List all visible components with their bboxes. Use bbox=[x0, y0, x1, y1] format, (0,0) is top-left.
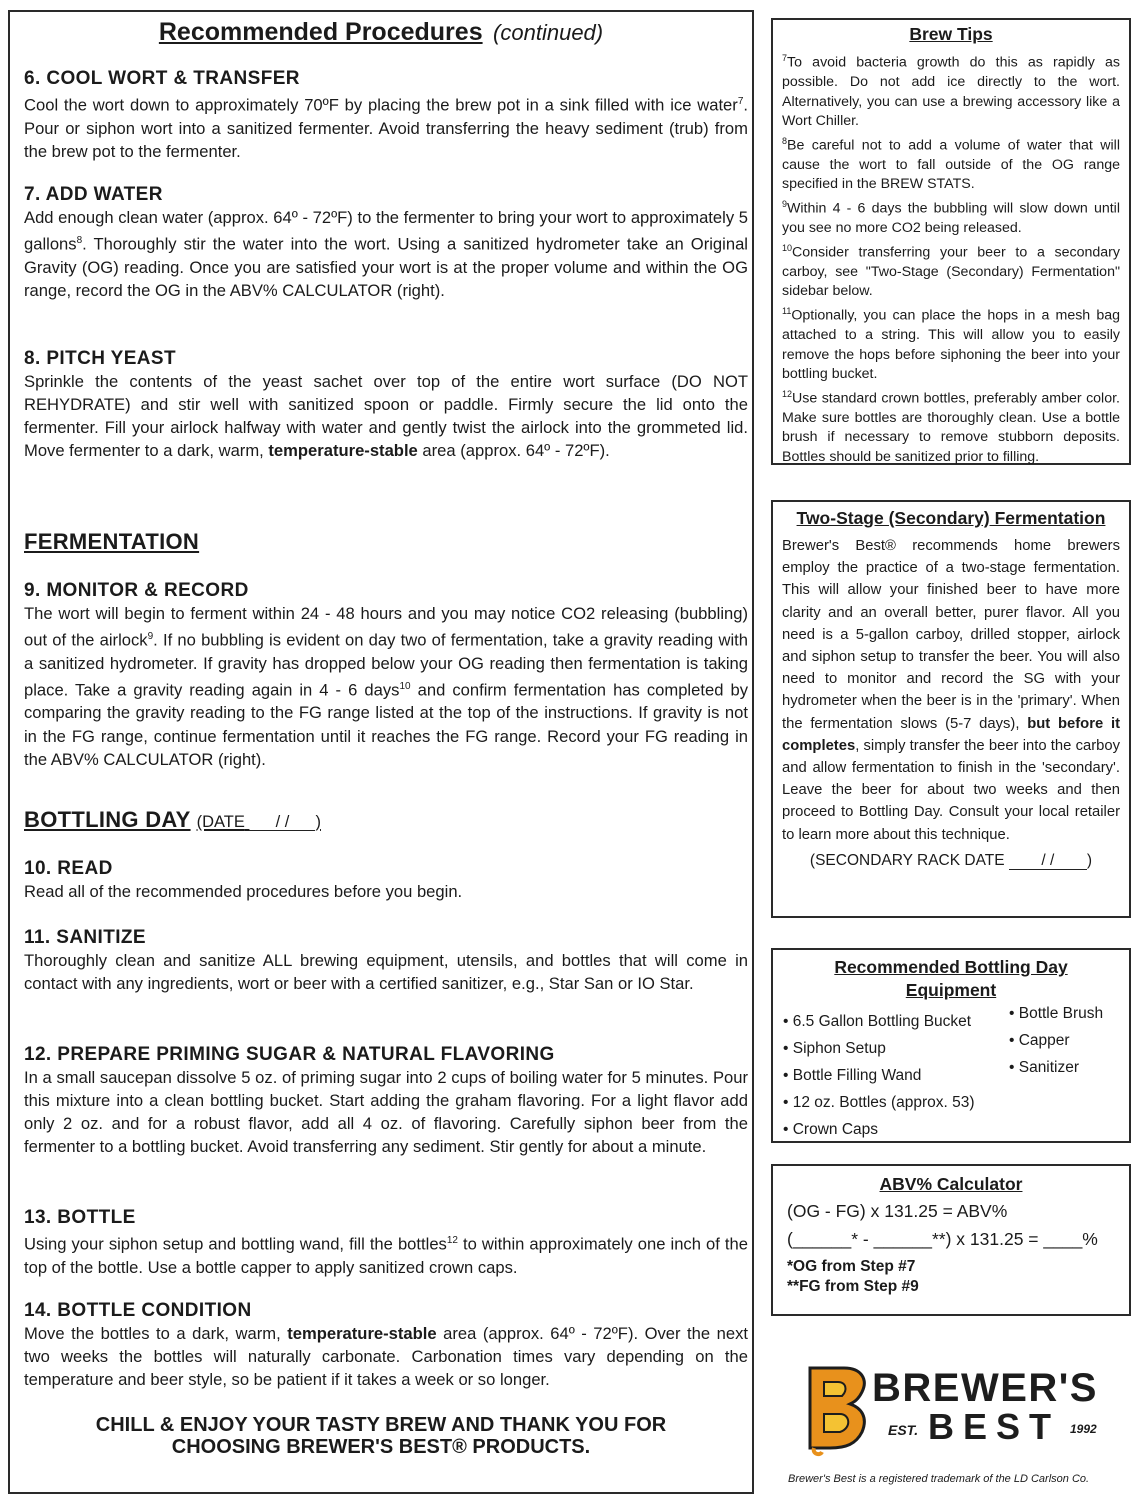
procedures-panel bbox=[8, 10, 754, 1494]
step-text: Thoroughly clean and sanitize ALL brewing equipment, utensils, and bottles that will come in contact with any ingredients, wort or beer with a certified sanitizer, e.g., Star San or IO Star. bbox=[24, 951, 748, 994]
list-item: • 12 oz. Bottles (approx. 53) bbox=[783, 1094, 975, 1111]
step-text: Sprinkle the contents of the yeast sachet over top of the entire wort surface (DO NOT REHYDRATE) and stir well with sanitized spoon or paddle. Firmly secure the lid onto the fermenter. Fill your airlock halfway with water and gently twist the airlock into the grommeted lid. Move fermenter to a dark, warm, temperature-stable area (approx. 64º - 72ºF). bbox=[24, 372, 748, 461]
two-stage-title: Two-Stage (Secondary) Fermentation bbox=[796, 508, 1106, 528]
step-13 bbox=[24, 1206, 748, 1279]
page-title bbox=[10, 18, 752, 47]
abv-note-og: *OG from Step #7 bbox=[787, 1258, 916, 1275]
step-heading: 9. MONITOR & RECORD bbox=[24, 580, 249, 601]
two-stage-box bbox=[771, 500, 1131, 918]
step-text: Cool the wort down to approximately 70ºF by placing the brew pot in a sink filled with ice water$^7$. Pour or siphon wort into a sanitized fermenter. Avoid transferring the heavy sediment (trub) from the brew pot to the fermenter. bbox=[24, 95, 748, 161]
tip-item: $^9$Within 4 - 6 days the bubbling will slow down until you see no more CO2 being released. bbox=[782, 198, 1120, 237]
title-main: Recommended Procedures bbox=[158, 18, 483, 46]
list-item: • Sanitizer bbox=[1009, 1059, 1080, 1076]
logo-b-icon bbox=[800, 1362, 874, 1458]
step-text: Move the bottles to a dark, warm, temperature-stable area (approx. 64º - 72ºF). Over the next two weeks the bottles will naturally carbonate. Carbonation times vary depending on the temperature and beer style, so be patient if it takes a week or so longer. bbox=[24, 1324, 748, 1390]
step-14 bbox=[24, 1299, 748, 1391]
title-continued: (continued) bbox=[493, 20, 604, 45]
tip-item: $^7$To avoid bacteria growth do this as rapidly as possible. Do not add ice directly to the wort. Alternatively, you can use a brewing accessory like a Wort Chiller. bbox=[782, 53, 1120, 130]
logo-est: EST. bbox=[888, 1422, 919, 1438]
list-item: • Capper bbox=[1009, 1032, 1070, 1049]
step-text: Using your siphon setup and bottling wand, fill the bottles$^{12}$ to within approximately one inch of the top of the bottle. Use a bottle capper to apply sanitized crown caps. bbox=[24, 1234, 748, 1277]
equipment-title: Recommended Bottling Day Equipment bbox=[834, 957, 1068, 1000]
abv-note-fg: **FG from Step #9 bbox=[787, 1278, 919, 1295]
tip-item: $^{11}$Optionally, you can place the hops in a mesh bag attached to a string. This will allow you to easily remove the hops before siphoning the beer into your bottling bucket. bbox=[782, 305, 1120, 383]
brew-tips-box bbox=[771, 18, 1131, 465]
step-10 bbox=[24, 857, 748, 903]
bottling-date-field: (DATE / / ) bbox=[196, 813, 321, 831]
step-text: The wort will begin to ferment within 24 - 48 hours and you may notice CO2 releasing (bubbling) out of the airlock$^9$. If no bubbling is evident on day two of fermentation, take a gravity reading with a sanitized hydrometer. If gravity has dropped below your OG reading then fermentation is taking place. Take a gravity reading again in 4 - 6 days$^{10}$ and confirm fermentation has completed by comparing the gravity reading to the FG range listed at the top of the instructions. If gravity is not in the FG range, continue fermentation until it reaches the FG range. Record your FG reading in the ABV% CALCULATOR (right). bbox=[24, 604, 748, 769]
two-stage-text: Brewer's Best® recommends home brewers employ the practice of a two-stage fermentation. This will allow your finished beer to have more clarity and an overall better, purer flavor. All you need is a 5-gallon carboy, drilled stopper, airlock and siphon setup to transfer the beer. You will also need to monitor and record the SG with your hydrometer when the beer is in the 'primary'. When the fermentation slows (5-7 days), but before it completes, simply transfer the beer into the carboy and allow fermentation to finish in the 'secondary'. Leave the beer for about two weeks and then proceed to Bottling Day. Consult your local retailer to learn more about this technique. bbox=[782, 538, 1120, 843]
secondary-rack-date: (SECONDARY RACK DATE / / ) bbox=[809, 851, 1093, 869]
step-heading: 12. PREPARE PRIMING SUGAR & NATURAL FLAVORING bbox=[24, 1044, 555, 1065]
tip-item: $^8$Be careful not to add a volume of water that will cause the wort to fall outside of the OG range specified in the BREW STATS. bbox=[782, 135, 1120, 193]
abv-formula: (OG - FG) x 131.25 = ABV% bbox=[787, 1201, 1008, 1221]
brew-tips-title: Brew Tips bbox=[909, 24, 993, 44]
logo-text-best: BEST bbox=[928, 1406, 1061, 1447]
step-9 bbox=[24, 579, 748, 771]
step-12 bbox=[24, 1043, 748, 1158]
closing-message: CHILL & ENJOY YOUR TASTY BREW AND THANK YOU FOR CHOOSING BREWER'S BEST® PRODUCTS. bbox=[95, 1414, 667, 1458]
equipment-list-right bbox=[1009, 1000, 1103, 1081]
abv-calculator-box bbox=[771, 1164, 1131, 1316]
step-text: In a small saucepan dissolve 5 oz. of priming sugar into 2 cups of boiling water for 5 minutes. Pour this mixture into a clean bottling bucket. Start adding the graham flavoring. For a light flavor add only 2 oz. and for a robust flavor, add all 4 oz. of flavoring. Carefully siphon beer from the fermenter to a bottling bucket. Avoid transferring any sediment. Stir gently for about a minute. bbox=[24, 1068, 748, 1157]
fermentation-heading: FERMENTATION bbox=[24, 529, 200, 554]
step-11 bbox=[24, 926, 748, 995]
brew-tips-list bbox=[782, 49, 1120, 467]
step-heading: 10. READ bbox=[24, 858, 113, 879]
step-heading: 13. BOTTLE bbox=[24, 1207, 136, 1228]
tip-item: $^{10}$Consider transferring your beer to a secondary carboy, see "Two-Stage (Secondary) Fermentation" sidebar below. bbox=[782, 242, 1120, 300]
step-8 bbox=[24, 347, 748, 462]
tip-item: $^{12}$Use standard crown bottles, preferably amber color. Make sure bottles are thoroughly clean. Use a bottle brush if necessary to remove stubborn deposits. Bottles should be sanitized prior to filling. bbox=[782, 388, 1120, 465]
step-7 bbox=[24, 183, 748, 302]
abv-blank-line: (______* - ______**) x 131.25 = ____% bbox=[787, 1229, 1098, 1249]
logo-year: 1992 bbox=[1070, 1422, 1097, 1436]
abv-title: ABV% Calculator bbox=[879, 1174, 1023, 1194]
list-item: • Bottle Brush bbox=[1009, 1005, 1104, 1022]
list-item: • Bottle Filling Wand bbox=[783, 1067, 922, 1084]
equipment-box bbox=[771, 948, 1131, 1143]
step-heading: 14. BOTTLE CONDITION bbox=[24, 1300, 252, 1321]
step-text: Read all of the recommended procedures before you begin. bbox=[24, 882, 463, 901]
step-heading: 11. SANITIZE bbox=[24, 927, 147, 948]
step-6 bbox=[24, 67, 748, 163]
step-heading: 6. COOL WORT & TRANSFER bbox=[24, 68, 300, 89]
list-item: • Crown Caps bbox=[783, 1121, 879, 1138]
step-heading: 8. PITCH YEAST bbox=[24, 348, 177, 369]
step-text: Add enough clean water (approx. 64º - 72ºF) to the fermenter to bring your wort to approximately 5 gallons$^8$. Thoroughly stir the water into the wort. Using a sanitized hydrometer take an Original Gravity (OG) reading. Once you are satisfied your wort is at the proper volume and within the OG range, record the OG in the ABV% CALCULATOR (right). bbox=[24, 208, 748, 300]
step-heading: 7. ADD WATER bbox=[24, 184, 163, 205]
brewers-best-logo bbox=[800, 1362, 1130, 1462]
list-item: • 6.5 Gallon Bottling Bucket bbox=[783, 1013, 972, 1030]
list-item: • Siphon Setup bbox=[783, 1040, 886, 1057]
bottling-day-heading: BOTTLING DAY (DATE / / ) bbox=[24, 807, 321, 832]
trademark-notice: Brewer's Best is a registered trademark of the LD Carlson Co. bbox=[788, 1473, 1090, 1485]
logo-text-brewers: BREWER'S bbox=[872, 1366, 1098, 1410]
equipment-list-left bbox=[783, 1008, 975, 1143]
